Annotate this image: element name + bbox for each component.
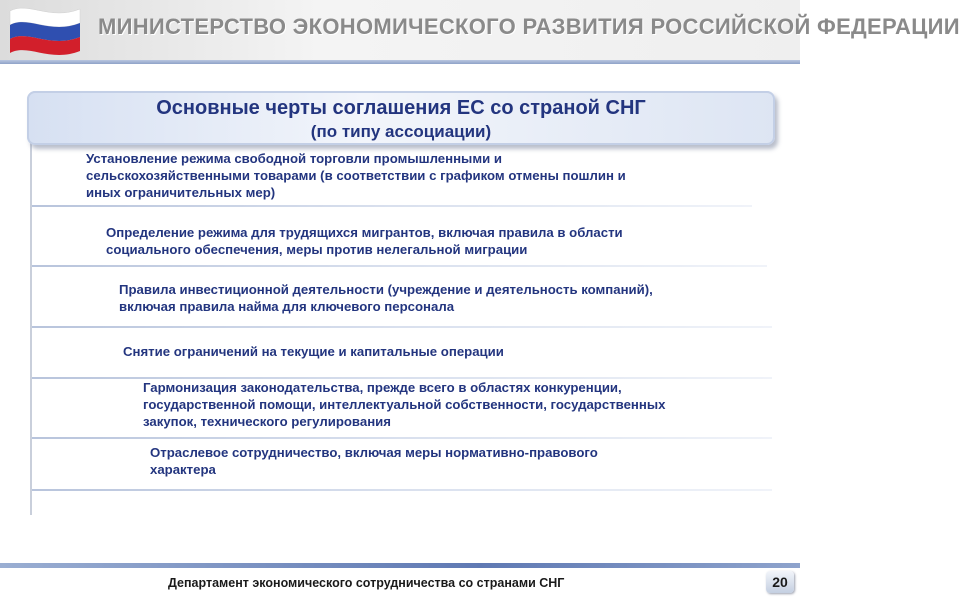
item-line: включая правила найма для ключевого персонала [119,299,455,314]
item-line: Определение режима для трудящихся мигрантов, включая правила в области [106,225,623,240]
item-line: сельскохозяйственными товарами (в соответствии с графиком отмены пошлин и [86,168,626,183]
item-line: Правила инвестиционной деятельности (учреждение и деятельность компаний), [119,282,653,297]
department-name: Департамент экономического сотрудничества со странами СНГ [168,576,565,590]
list-item [150,444,598,478]
item-divider [32,326,772,328]
item-line: Отраслевое сотрудничество, включая меры нормативно-правового [150,445,598,460]
item-line: Установление режима свободной торговли промышленными и [86,151,502,166]
item-divider [32,265,767,267]
list-item [106,224,623,258]
item-line: Снятие ограничений на текущие и капитальные операции [123,344,504,359]
item-line: иных ограничительных мер) [86,185,276,200]
item-line: характера [150,462,216,477]
item-divider [32,205,752,207]
footer-divider [0,563,800,568]
left-accent-line [30,130,32,515]
slide-title: Основные черты соглашения ЕС со страной СНГ [156,97,646,119]
list-item [143,379,665,430]
slide-title-box [27,91,775,145]
slide-subtitle: (по типу ассоциации) [310,122,492,141]
ministry-title: МИНИСТЕРСТВО ЭКОНОМИЧЕСКОГО РАЗВИТИЯ РОССИЙСКОЙ ФЕДЕРАЦИИ [98,14,960,39]
item-line: Гармонизация законодательства, прежде всего в областях конкуренции, [143,380,622,395]
item-divider [32,489,772,491]
item-line: социального обеспечения, меры против нелегальной миграции [106,242,528,257]
list-item [123,343,504,360]
list-item [86,150,626,201]
header-divider [0,60,800,64]
item-divider [32,437,772,439]
item-line: закупок, технического регулирования [143,414,391,429]
page-number: 20 [766,571,794,593]
russian-flag-icon [6,3,84,57]
header-bar [0,0,960,60]
item-line: государственной помощи, интеллектуальной собственности, государственных [143,397,666,412]
list-item [119,281,653,315]
